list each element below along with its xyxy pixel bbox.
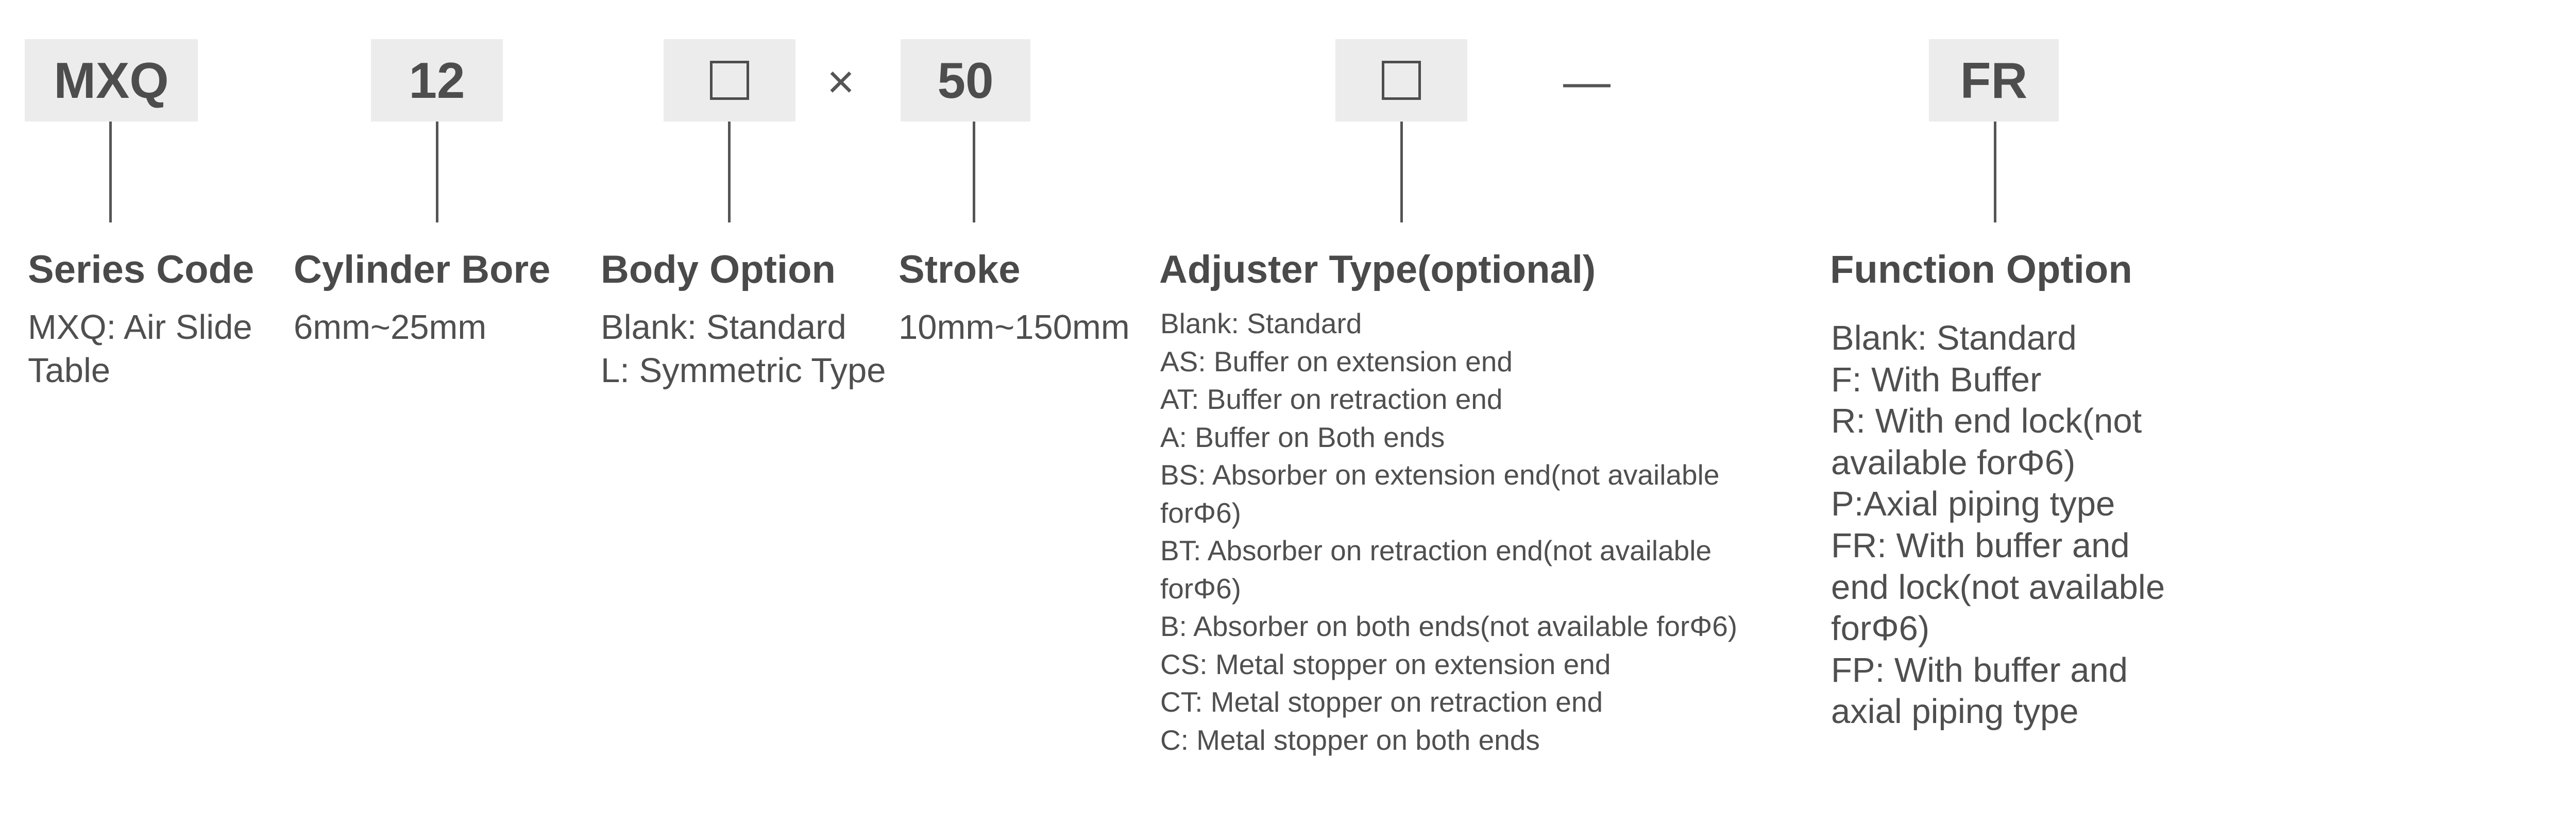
description-line: Blank: Standard: [1160, 307, 1362, 339]
description-line: FR: With buffer and: [1831, 526, 2130, 565]
cylinder-bore-heading: Cylinder Bore: [294, 248, 551, 291]
description-line: CT: Metal stopper on retraction end: [1160, 686, 1603, 718]
function-option-description: [1831, 318, 2165, 733]
adjuster-type-heading: Adjuster Type(optional): [1159, 248, 1596, 291]
function-code-box: [1929, 39, 2059, 122]
dash-symbol: —: [1563, 55, 1611, 108]
description-line: 6mm~25mm: [294, 308, 487, 347]
cylinder-bore-description: [294, 306, 486, 349]
body-option-description: [601, 306, 886, 392]
description-line: F: With Buffer: [1831, 360, 2042, 399]
stroke-code-box: [901, 39, 1030, 122]
empty-square-icon: [1382, 61, 1421, 100]
description-line: Blank: Standard: [601, 308, 846, 347]
times-symbol: ×: [827, 55, 855, 108]
function-code-value: FR: [1960, 51, 2028, 109]
adjuster-type-description: [1160, 305, 1737, 759]
description-line: AS: Buffer on extension end: [1160, 345, 1513, 377]
description-line: C: Metal stopper on both ends: [1160, 724, 1540, 756]
description-line: BS: Absorber on extension end(not available: [1160, 459, 1720, 491]
function-option-heading: Function Option: [1830, 248, 2132, 291]
series-connector-line: [109, 122, 112, 222]
dash-separator: [1561, 43, 1613, 121]
series-code-value: MXQ: [54, 51, 169, 109]
bore-code-box: [371, 39, 503, 122]
description-line: end lock(not available: [1831, 567, 2165, 607]
stroke-code-value: 50: [937, 51, 994, 109]
adjuster-connector-line: [1400, 122, 1403, 222]
description-line: P:Axial piping type: [1831, 485, 2115, 524]
description-line: B: Absorber on both ends(not available forΦ6): [1160, 610, 1738, 642]
description-line: forΦ6): [1160, 572, 1241, 605]
series-code-description: [28, 306, 252, 392]
description-line: AT: Buffer on retraction end: [1160, 383, 1503, 415]
bore-code-value: 12: [409, 51, 465, 109]
description-line: forΦ6): [1831, 609, 1930, 648]
body-connector-line: [728, 122, 731, 222]
description-line: BT: Absorber on retraction end(not available: [1160, 535, 1712, 566]
body-option-box: [664, 39, 795, 122]
series-code-heading: Series Code: [28, 248, 255, 291]
description-line: forΦ6): [1160, 496, 1241, 529]
adjuster-type-box: [1335, 39, 1467, 122]
description-line: R: With end lock(not: [1831, 402, 2142, 441]
stroke-connector-line: [973, 122, 975, 222]
body-option-heading: Body Option: [601, 248, 836, 291]
empty-square-icon: [710, 61, 749, 100]
description-line: Table: [28, 351, 111, 390]
description-line: L: Symmetric Type: [601, 351, 886, 390]
description-line: CS: Metal stopper on extension end: [1160, 648, 1611, 680]
description-line: available forΦ6): [1831, 443, 2076, 482]
stroke-heading: Stroke: [899, 248, 1021, 291]
times-separator: [816, 43, 866, 121]
description-line: 10mm~150mm: [899, 308, 1130, 347]
description-line: MXQ: Air Slide: [28, 308, 252, 347]
description-line: FP: With buffer and: [1831, 650, 2128, 690]
stroke-description: [899, 306, 1130, 349]
description-line: A: Buffer on Both ends: [1160, 421, 1445, 453]
description-line: Blank: Standard: [1831, 319, 2077, 357]
bore-connector-line: [436, 122, 438, 222]
function-connector-line: [1994, 122, 1996, 222]
series-code-box: [25, 39, 198, 122]
description-line: axial piping type: [1831, 692, 2079, 731]
